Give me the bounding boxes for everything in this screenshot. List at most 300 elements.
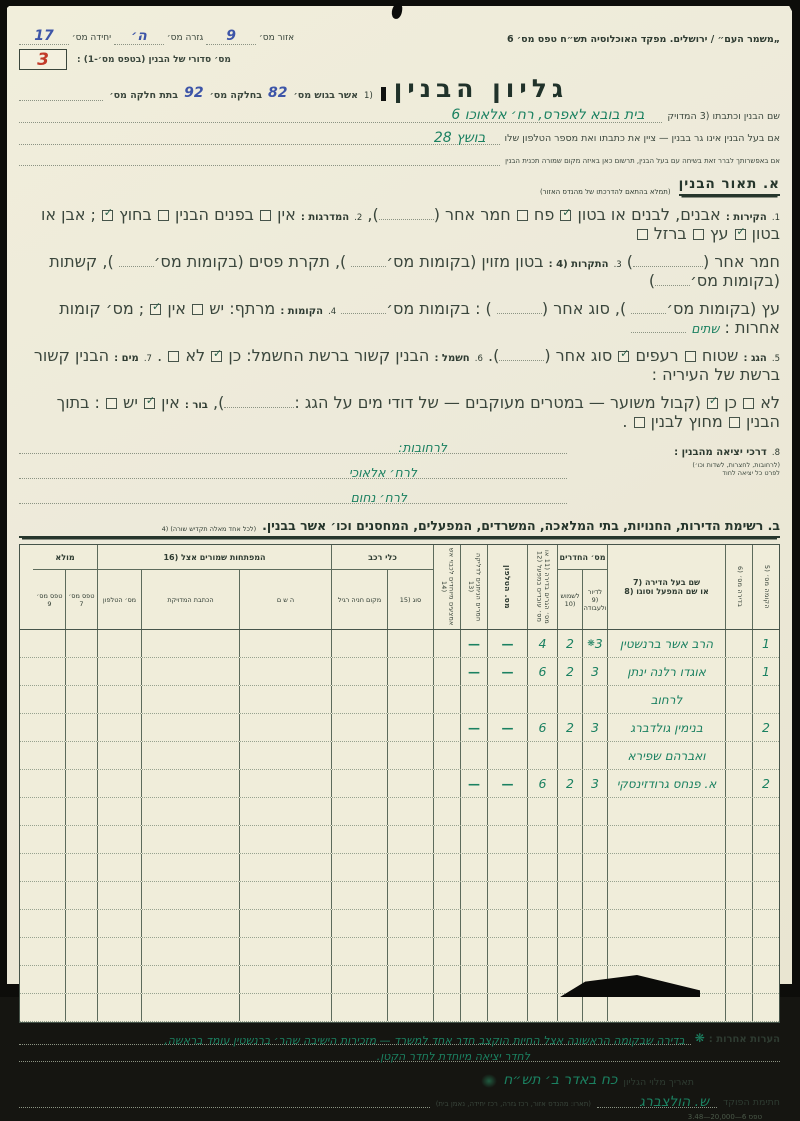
water-label: מים : bbox=[114, 353, 139, 364]
walls-stairs-line bbox=[19, 205, 780, 243]
walls-other-blank[interactable] bbox=[379, 210, 434, 220]
cell-form-9 bbox=[33, 938, 65, 965]
cell-flammables bbox=[460, 882, 487, 909]
cell-vehicle-parking bbox=[331, 938, 387, 965]
cell-flammables bbox=[460, 742, 487, 769]
cell-form-7 bbox=[65, 714, 97, 741]
cell-apartment bbox=[725, 910, 752, 937]
cell-phone bbox=[487, 882, 527, 909]
fill-date-value: כח באדר ב׳ תש״ח bbox=[503, 1072, 618, 1088]
serial-label: מס׳ סדורי של הבנין (בטפס מס׳-1) : bbox=[77, 54, 231, 65]
table-row bbox=[20, 770, 779, 798]
cell-keys-address bbox=[141, 658, 239, 685]
cell-rooms-use: 2 bbox=[557, 770, 582, 797]
cell-persons bbox=[527, 826, 557, 853]
cell-apartment bbox=[725, 686, 752, 713]
cell-phone bbox=[487, 798, 527, 825]
unit-value-field[interactable]: 17 bbox=[19, 28, 69, 45]
cell-fire-equipment bbox=[433, 826, 460, 853]
cell-vehicle-type bbox=[387, 686, 433, 713]
subparcel-label: בתת חלקה מס׳ bbox=[109, 90, 179, 101]
section-b-title: ב. רשימת הדירות, החנויות, בתי המלאכה, המשרדים, המפעלים, המחסנים וכו׳ אשר בבנין. bbox=[262, 518, 780, 533]
cell-rooms-use bbox=[557, 686, 582, 713]
roof-label: הגג : bbox=[743, 353, 767, 364]
water-yes-label: כן bbox=[724, 393, 738, 412]
exits-note-2: לפרט כל יציאה לחוד bbox=[722, 469, 780, 477]
cell-apartment bbox=[725, 798, 752, 825]
cell-floor bbox=[752, 994, 779, 1021]
cell-keys-address bbox=[141, 826, 239, 853]
col-flammables: חמרים הניתנים לדליקה (13 bbox=[460, 545, 487, 629]
cell-floor bbox=[752, 742, 779, 769]
col-vehicle-parking: מקום חניה רגיל bbox=[337, 595, 382, 604]
cell-phone bbox=[487, 686, 527, 713]
cell-flammables bbox=[460, 938, 487, 965]
ceiling-other-floors-blank[interactable] bbox=[341, 304, 386, 314]
cell-keys-phone bbox=[97, 714, 141, 741]
signature-trailing-blank[interactable] bbox=[19, 1096, 430, 1108]
cell-keys-address bbox=[141, 630, 239, 657]
cell-keys-address bbox=[141, 714, 239, 741]
tank-capacity-blank[interactable] bbox=[224, 398, 294, 408]
other-floors-value: שתים bbox=[691, 321, 720, 336]
roof-other-blank[interactable] bbox=[499, 351, 544, 361]
table-row bbox=[20, 742, 779, 770]
cell-vehicle-type bbox=[387, 910, 433, 937]
cell-owner-name bbox=[607, 798, 725, 825]
ceiling-wood-label: עץ (בקומות מס׳ bbox=[666, 299, 780, 318]
cell-keys-name bbox=[239, 686, 331, 713]
ceiling-wood-blank[interactable] bbox=[631, 304, 666, 314]
ceiling-arches-blank[interactable] bbox=[655, 276, 690, 286]
cell-flammables bbox=[460, 686, 487, 713]
scan-corner-shadow-left bbox=[786, 0, 800, 26]
cell-form-9 bbox=[33, 910, 65, 937]
electricity-no-checkbox[interactable] bbox=[168, 351, 179, 362]
cell-form-9 bbox=[33, 630, 65, 657]
subparcel-blank[interactable] bbox=[19, 89, 103, 101]
stairs-none-checkbox[interactable] bbox=[260, 210, 271, 221]
tank-capacity-label: (קבול משוער — במטרים מעוקבים — של דודי מים על הגג : bbox=[294, 393, 701, 412]
cell-fire-equipment bbox=[433, 770, 460, 797]
cell-phone: — bbox=[487, 770, 527, 797]
item-6-number: 6. bbox=[474, 354, 483, 364]
cell-flammables bbox=[460, 854, 487, 881]
plan-note-blank[interactable] bbox=[19, 154, 500, 166]
cell-persons: 4 bbox=[527, 630, 557, 657]
stairs-inside-checkbox[interactable] bbox=[158, 210, 169, 221]
basement-no-label: אין bbox=[167, 299, 186, 318]
stairs-wood-checkbox[interactable] bbox=[693, 229, 704, 240]
cell-fire-equipment bbox=[433, 966, 460, 993]
electricity-label: חשמל : bbox=[434, 353, 470, 364]
cell-phone: — bbox=[487, 658, 527, 685]
cell-keys-name bbox=[239, 742, 331, 769]
cell-owner-name bbox=[607, 826, 725, 853]
stairs-option-stone: ; אבן או בטון bbox=[40, 205, 780, 243]
col-group-vehicle: כלי רכב סוג (15 מקום חניה רגיל bbox=[331, 545, 433, 629]
roof-other-close: ). bbox=[487, 346, 500, 365]
tank-capacity-close: ), bbox=[213, 393, 225, 412]
cistern-inside-label: : בתוך הבנין bbox=[56, 393, 780, 431]
table-body bbox=[20, 630, 779, 1022]
cell-keys-address bbox=[141, 686, 239, 713]
sector-value-field[interactable]: ה׳ bbox=[114, 28, 164, 45]
stairs-iron-checkbox[interactable] bbox=[637, 229, 648, 240]
cell-keys-address bbox=[141, 882, 239, 909]
cell-rooms-use bbox=[557, 910, 582, 937]
table-row bbox=[20, 910, 779, 938]
cell-form-9 bbox=[33, 994, 65, 1021]
other-floors-label: ; מס׳ קומות אחרות : bbox=[59, 299, 780, 337]
cell-form-7 bbox=[65, 882, 97, 909]
cell-vehicle-type bbox=[387, 854, 433, 881]
cell-keys-address bbox=[141, 798, 239, 825]
cell-phone bbox=[487, 966, 527, 993]
table-row bbox=[20, 826, 779, 854]
stairs-label: המדרגות : bbox=[300, 212, 350, 223]
ceiling-other-floors: ) : בקומות מס׳ bbox=[386, 299, 492, 318]
cell-floor: 1 bbox=[752, 630, 779, 657]
cell-apartment bbox=[725, 658, 752, 685]
basement-yes-label: מרתף: יש bbox=[209, 299, 276, 318]
stairs-stone-checkbox[interactable] bbox=[735, 229, 746, 240]
date-row bbox=[19, 1072, 780, 1088]
cell-asterisk-mark: ❋ bbox=[587, 638, 595, 649]
ceiling-other-blank[interactable] bbox=[497, 304, 542, 314]
ink-bar-mark bbox=[381, 87, 386, 101]
cistern-period: . bbox=[622, 412, 628, 431]
item-5-number: 5. bbox=[771, 354, 780, 364]
exit-value-3: לרח׳ נחום bbox=[350, 490, 407, 505]
title-row bbox=[19, 76, 780, 101]
basement-yes-checkbox[interactable] bbox=[192, 304, 203, 315]
cell-fire-equipment bbox=[433, 630, 460, 657]
electricity-yes-checkbox[interactable] bbox=[211, 351, 222, 362]
cell-fire-equipment bbox=[433, 686, 460, 713]
cell-persons bbox=[527, 966, 557, 993]
cell-phone bbox=[487, 854, 527, 881]
area-value-field[interactable]: 9 bbox=[206, 28, 256, 45]
cell-floor bbox=[752, 882, 779, 909]
cell-rooms-use bbox=[557, 938, 582, 965]
cistern-yes-label: יש bbox=[123, 393, 138, 412]
cell-form-9 bbox=[33, 966, 65, 993]
signature-blank[interactable] bbox=[597, 1096, 717, 1108]
stairs-option-wood: עץ bbox=[709, 224, 729, 243]
cell-persons: 6 bbox=[527, 714, 557, 741]
unit-label: יחידה מס׳ bbox=[71, 33, 112, 43]
cistern-none-label: אין bbox=[161, 393, 180, 412]
cell-form-9 bbox=[33, 826, 65, 853]
col-keys-name: ה ש ם bbox=[239, 570, 331, 629]
col-keys-address: הכתבת המדויקת bbox=[141, 570, 239, 629]
cistern-yes-checkbox[interactable] bbox=[106, 398, 117, 409]
cell-rooms-use bbox=[557, 826, 582, 853]
parcel-label: בחלקה מס׳ bbox=[209, 90, 263, 101]
cell-persons bbox=[527, 686, 557, 713]
cell-fire-equipment bbox=[433, 938, 460, 965]
cell-vehicle-parking bbox=[331, 658, 387, 685]
stairs-outside-checkbox[interactable] bbox=[102, 210, 113, 221]
stairs-option-iron: ברזל bbox=[653, 224, 687, 243]
cell-vehicle-type bbox=[387, 770, 433, 797]
col-owner-name: שם בעל הדירה (7 או שם המפעל וסוגו (8 bbox=[607, 545, 725, 629]
table-row bbox=[20, 882, 779, 910]
cistern-outside-checkbox[interactable] bbox=[634, 417, 645, 428]
cell-vehicle-parking bbox=[331, 714, 387, 741]
cell-vehicle-parking bbox=[331, 798, 387, 825]
owner-address-value: בושץ 28 bbox=[433, 129, 486, 146]
cell-phone bbox=[487, 826, 527, 853]
roof-tiles-checkbox[interactable] bbox=[618, 351, 629, 362]
stairs-option-inside: בפנים הבנין bbox=[174, 205, 254, 224]
serial-number-box[interactable] bbox=[19, 49, 67, 70]
cell-vehicle-parking bbox=[331, 854, 387, 881]
cell-form-7 bbox=[65, 938, 97, 965]
cell-vehicle-type bbox=[387, 994, 433, 1021]
cell-owner-name bbox=[607, 910, 725, 937]
cell-form-9 bbox=[33, 714, 65, 741]
cell-apartment bbox=[725, 630, 752, 657]
cell-owner-name: ואברהם שפירא bbox=[607, 742, 725, 769]
building-name-value: בית בובא לאפרס, רח׳ אלאוכו 6 bbox=[451, 106, 645, 123]
stairs-other-blank[interactable] bbox=[633, 257, 703, 267]
cell-rooms-living: 3 bbox=[591, 664, 599, 679]
cell-fire-equipment bbox=[433, 882, 460, 909]
cell-keys-name bbox=[239, 630, 331, 657]
walls-masonry-checkbox[interactable] bbox=[560, 210, 571, 221]
col-group-keys: המפתחות שמורים אצל (16 ה ש ם הכתבת המדויקת מס׳ הטלפון bbox=[97, 545, 331, 629]
cell-keys-phone bbox=[97, 798, 141, 825]
units-table bbox=[19, 544, 780, 1023]
cell-keys-phone bbox=[97, 658, 141, 685]
cell-floor: 2 bbox=[752, 714, 779, 741]
col-vehicle-type: סוג (15 bbox=[387, 570, 433, 629]
section-a-header bbox=[19, 176, 780, 196]
cell-form-7 bbox=[65, 658, 97, 685]
cell-apartment bbox=[725, 770, 752, 797]
ceiling-arches-label: ), קשתות (בקומות מס׳ bbox=[49, 252, 780, 290]
col-rooms-use: לשמוש (10 bbox=[560, 591, 580, 608]
cell-vehicle-type bbox=[387, 882, 433, 909]
notes-value-2: לחדר יציאה מיוחדת לחדר הקטן. bbox=[376, 1050, 530, 1063]
cell-vehicle-parking bbox=[331, 742, 387, 769]
cell-vehicle-type bbox=[387, 658, 433, 685]
cell-form-9 bbox=[33, 742, 65, 769]
cell-vehicle-type bbox=[387, 630, 433, 657]
exit-line-2[interactable] bbox=[19, 467, 567, 479]
form-print-code: טפס 6—20,000—3.48 bbox=[687, 1113, 762, 1121]
cell-phone bbox=[487, 994, 527, 1021]
owner-address-line bbox=[19, 129, 780, 146]
cell-form-9 bbox=[33, 770, 65, 797]
cell-rooms-use bbox=[557, 798, 582, 825]
ceiling-concrete-label: בטון מזוין (בקומות מס׳ bbox=[386, 252, 544, 271]
cell-persons bbox=[527, 882, 557, 909]
cell-phone bbox=[487, 938, 527, 965]
cell-keys-address bbox=[141, 966, 239, 993]
cell-vehicle-parking bbox=[331, 882, 387, 909]
ceiling-beams-label: ), תקרת פסים (בקומות מס׳ bbox=[153, 252, 347, 271]
signature-label: חתימת הפוקד bbox=[723, 1097, 780, 1108]
cell-vehicle-parking bbox=[331, 630, 387, 657]
cell-vehicle-type bbox=[387, 798, 433, 825]
cell-persons: 6 bbox=[527, 770, 557, 797]
cistern-outside-label: מחוץ לבנין bbox=[650, 412, 723, 431]
cell-keys-phone bbox=[97, 910, 141, 937]
col-keys-phone: מס׳ הטלפון bbox=[102, 595, 137, 604]
cell-keys-address bbox=[141, 910, 239, 937]
cistern-inside-checkbox[interactable] bbox=[729, 417, 740, 428]
cistern-none-checkbox[interactable] bbox=[144, 398, 155, 409]
cell-apartment bbox=[725, 854, 752, 881]
notes-blank-2[interactable] bbox=[19, 1048, 780, 1062]
cell-floor: 2 bbox=[752, 770, 779, 797]
notes-label: הערות אחרות : bbox=[708, 1034, 780, 1045]
other-notes-line bbox=[19, 1031, 780, 1045]
table-row bbox=[20, 994, 779, 1022]
roof-other-label: סוג אחר ( bbox=[544, 346, 613, 365]
floors-label: הקומות : bbox=[280, 306, 323, 317]
owner-address-blank[interactable] bbox=[19, 129, 500, 146]
cell-phone: — bbox=[487, 630, 527, 657]
serial-row bbox=[19, 49, 780, 70]
cell-keys-name bbox=[239, 938, 331, 965]
cell-persons bbox=[527, 798, 557, 825]
roof-flat-label: שטוח bbox=[701, 346, 739, 365]
cell-keys-phone bbox=[97, 630, 141, 657]
cell-form-7 bbox=[65, 798, 97, 825]
cell-keys-address bbox=[141, 994, 239, 1021]
table-row bbox=[20, 714, 779, 742]
roof-tiles-label: רעפים bbox=[635, 346, 679, 365]
cell-keys-name bbox=[239, 658, 331, 685]
sector-label: גזרה מס׳ bbox=[166, 33, 204, 43]
cell-vehicle-parking bbox=[331, 966, 387, 993]
cell-owner-name bbox=[607, 938, 725, 965]
cell-keys-phone bbox=[97, 770, 141, 797]
walls-tin-checkbox[interactable] bbox=[517, 210, 528, 221]
cell-floor: 1 bbox=[752, 658, 779, 685]
cell-persons bbox=[527, 938, 557, 965]
table-header bbox=[20, 545, 779, 630]
table-row bbox=[20, 798, 779, 826]
stairs-other-label: חמר אחר ( bbox=[703, 252, 780, 271]
ceiling-close: ) bbox=[648, 271, 656, 290]
building-name-line bbox=[19, 106, 780, 123]
cell-persons bbox=[527, 854, 557, 881]
table-row bbox=[20, 938, 779, 966]
cell-keys-address bbox=[141, 770, 239, 797]
cell-keys-name bbox=[239, 966, 331, 993]
col-form-7: טפס מס׳ 7 bbox=[65, 570, 97, 629]
plan-note-line bbox=[19, 154, 780, 166]
ceilings-label: התקרות (4 : bbox=[548, 259, 609, 270]
stairs-option-none: אין bbox=[277, 205, 296, 224]
cell-form-9 bbox=[33, 658, 65, 685]
cell-floor bbox=[752, 686, 779, 713]
exit-line-1[interactable] bbox=[19, 442, 567, 454]
cell-vehicle-type bbox=[387, 742, 433, 769]
cell-form-9 bbox=[33, 798, 65, 825]
table-row bbox=[20, 630, 779, 658]
water-yes-checkbox[interactable] bbox=[707, 398, 718, 409]
cell-owner-name bbox=[607, 854, 725, 881]
cell-keys-phone bbox=[97, 854, 141, 881]
cell-keys-phone bbox=[97, 742, 141, 769]
cell-owner-name: א. פנחס גרודזינסקי bbox=[607, 770, 725, 797]
section-a-note: (תמלא בהתאם להדרכתו של מהנדס האזור) bbox=[539, 188, 671, 196]
col-form-9: טפס מס׳ 9 bbox=[36, 591, 63, 608]
cell-flammables bbox=[460, 798, 487, 825]
ceiling-beams-blank[interactable] bbox=[119, 257, 154, 267]
block-value: 82 bbox=[268, 85, 288, 101]
cell-rooms-use bbox=[557, 742, 582, 769]
cell-keys-name bbox=[239, 882, 331, 909]
exits-item bbox=[19, 440, 780, 504]
basement-no-checkbox[interactable] bbox=[150, 304, 161, 315]
item-2-number: 2. bbox=[354, 213, 363, 223]
form-paper bbox=[7, 6, 792, 1121]
cell-vehicle-type bbox=[387, 826, 433, 853]
cell-apartment bbox=[725, 994, 752, 1021]
cell-floor bbox=[752, 966, 779, 993]
exit-value-1: לרחובות: bbox=[398, 440, 447, 455]
item-7-number: 7. bbox=[143, 354, 152, 364]
cell-fire-equipment bbox=[433, 658, 460, 685]
signature-row bbox=[19, 1096, 780, 1108]
cell-keys-phone bbox=[97, 938, 141, 965]
col-group-filled: מולא טפס מס׳ 7 טפס מס׳ 9 bbox=[33, 545, 97, 629]
cell-vehicle-parking bbox=[331, 686, 387, 713]
roof-flat-checkbox[interactable] bbox=[685, 351, 696, 362]
cell-keys-name bbox=[239, 798, 331, 825]
walls-option-masonry: אבנים, לבנים או בטון bbox=[577, 205, 721, 224]
cell-vehicle-parking bbox=[331, 994, 387, 1021]
notes-asterisk: ❋ bbox=[694, 1031, 705, 1045]
building-name-blank[interactable] bbox=[19, 106, 662, 123]
roof-electric-water-line bbox=[19, 346, 780, 384]
notes-blank-1[interactable] bbox=[19, 1033, 691, 1045]
parcel-value: 92 bbox=[184, 85, 204, 101]
section-a-title: א. תאור הבנין bbox=[679, 176, 780, 196]
col-group-rooms: מס׳ החדרים לדיור (9 ולעבודה לשמוש (10 bbox=[557, 545, 607, 629]
cell-apartment bbox=[725, 826, 752, 853]
form-title: גליון הבנין bbox=[393, 74, 568, 103]
cell-form-7 bbox=[65, 966, 97, 993]
cell-floor bbox=[752, 826, 779, 853]
cell-owner-name: אוגדו רלנה ינתן bbox=[607, 658, 725, 685]
masthead: „משמר העם״ / ירושלים. מפקד האוכלוסיה תש״ח טפס מס׳ 6 bbox=[507, 34, 780, 45]
cell-form-7 bbox=[65, 742, 97, 769]
other-floors-blank[interactable] bbox=[631, 323, 686, 333]
water-no-checkbox[interactable] bbox=[743, 398, 754, 409]
cell-keys-name bbox=[239, 826, 331, 853]
cell-flammables: — bbox=[460, 658, 487, 685]
ceilings-line bbox=[19, 252, 780, 290]
col-rooms-living: לדיור (9 ולעבודה bbox=[582, 570, 607, 629]
exit-line-3[interactable] bbox=[19, 492, 567, 504]
cell-rooms-living: 3 bbox=[591, 776, 599, 791]
walls-label: הקירות : bbox=[725, 212, 767, 223]
ceiling-concrete-blank[interactable] bbox=[351, 257, 386, 267]
cell-form-7 bbox=[65, 994, 97, 1021]
cell-phone bbox=[487, 742, 527, 769]
cell-fire-equipment bbox=[433, 798, 460, 825]
cell-apartment bbox=[725, 882, 752, 909]
cell-owner-name: הרב אשר ברנשטין bbox=[607, 630, 725, 657]
